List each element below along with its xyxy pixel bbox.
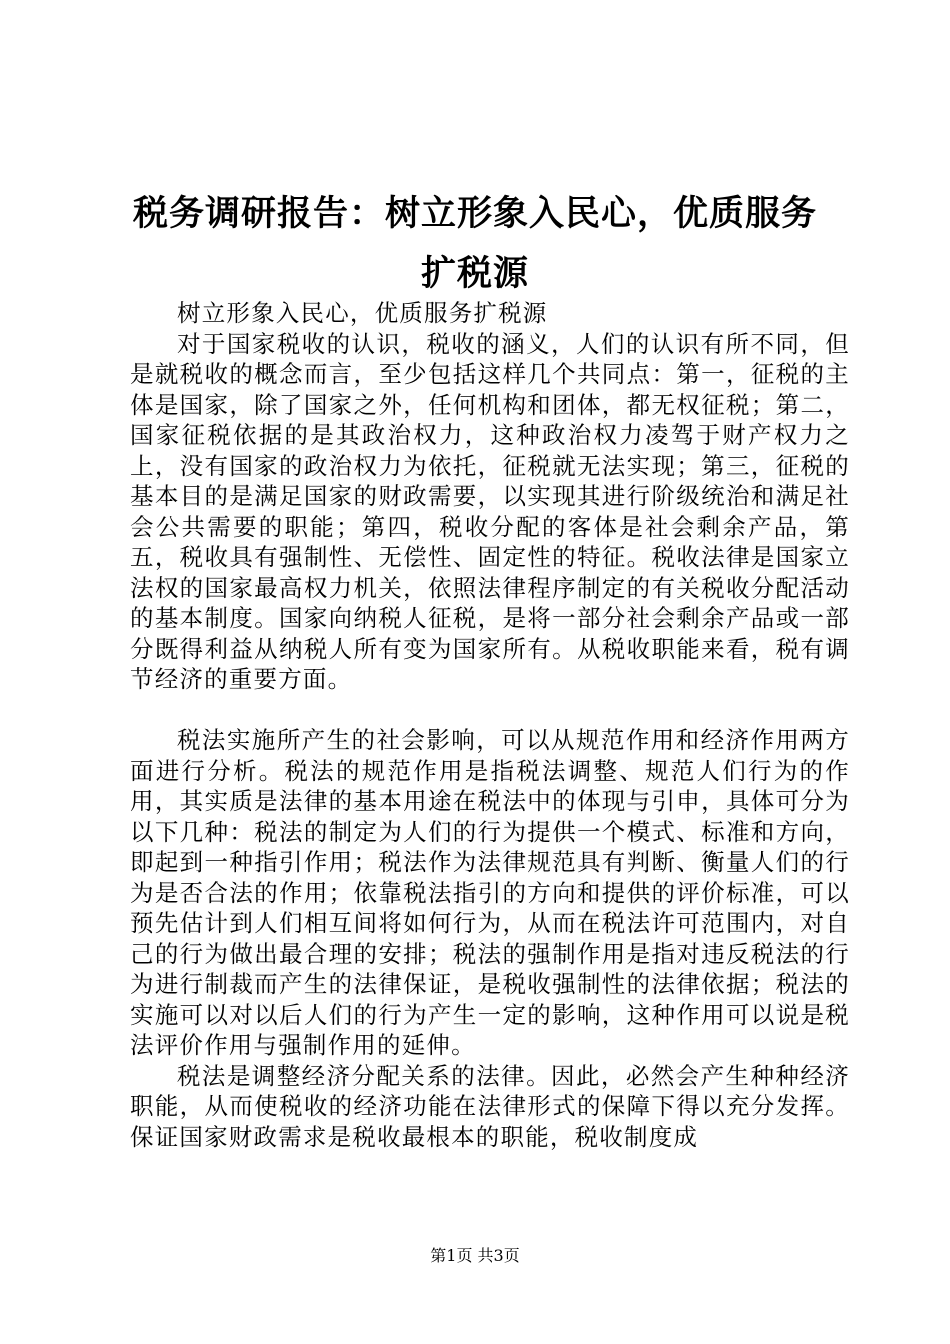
paragraph-spacer (130, 695, 850, 726)
body-paragraph-2: 税法实施所产生的社会影响，可以从规范作用和经济作用两方面进行分析。税法的规范作用是指税法调整、规范人们行为的作用，其实质是法律的基本用途在税法中的体现与引申，具体可分为以下几种：税法的制定为人们的行为提供一个模式、标准和方向，即起到一种指引作用；税法作为法律规范具有判断、衡量人们的行为是否合法的作用；依靠税法指引的方向和提供的评价标准，可以预先估计到人们相互间将如何行为，从而在税法许可范围内，对自己的行为做出最合理的安排；税法的强制作用是指对违反税法的行为进行制裁而产生的法律保证，是税收强制性的法律依据；税法的实施可以对以后人们的行为产生一定的影响，这种作用可以说是税法评价作用与强制作用的延伸。 (130, 726, 850, 1059)
document-body (130, 298, 850, 1152)
body-paragraph-3: 税法是调整经济分配关系的法律。因此，必然会产生种种经济职能，从而使税收的经济功能在法律形式的保障下得以充分发挥。保证国家财政需求是税收最根本的职能，税收制度成 (130, 1061, 850, 1151)
page-footer: 第1页 共3页 (430, 1246, 520, 1265)
subtitle-paragraph: 树立形象入民心，优质服务扩税源 (177, 299, 548, 327)
body-paragraph-1: 对于国家税收的认识，税收的涵义，人们的认识有所不同，但是就税收的概念而言，至少包括这样几个共同点：第一，征税的主体是国家，除了国家之外，任何机构和团体，都无权征税；第二，国家征税依据的是其政治权力，这种政治权力凌驾于财产权力之上，没有国家的政治权力为依托，征税就无法实现；第三，征税的基本目的是满足国家的财政需要，以实现其进行阶级统治和满足社会公共需要的职能；第四，税收分配的客体是社会剩余产品，第五，税收具有强制性、无偿性、固定性的特征。税收法律是国家立法权的国家最高权力机关，依照法律程序制定的有关税收分配活动的基本制度。国家向纳税人征税，是将一部分社会剩余产品或一部分既得利益从纳税人所有变为国家所有。从税收职能来看，税有调节经济的重要方面。 (130, 329, 850, 693)
document-title: 税务调研报告：树立形象入民心，优质服务扩税源 (132, 193, 817, 294)
